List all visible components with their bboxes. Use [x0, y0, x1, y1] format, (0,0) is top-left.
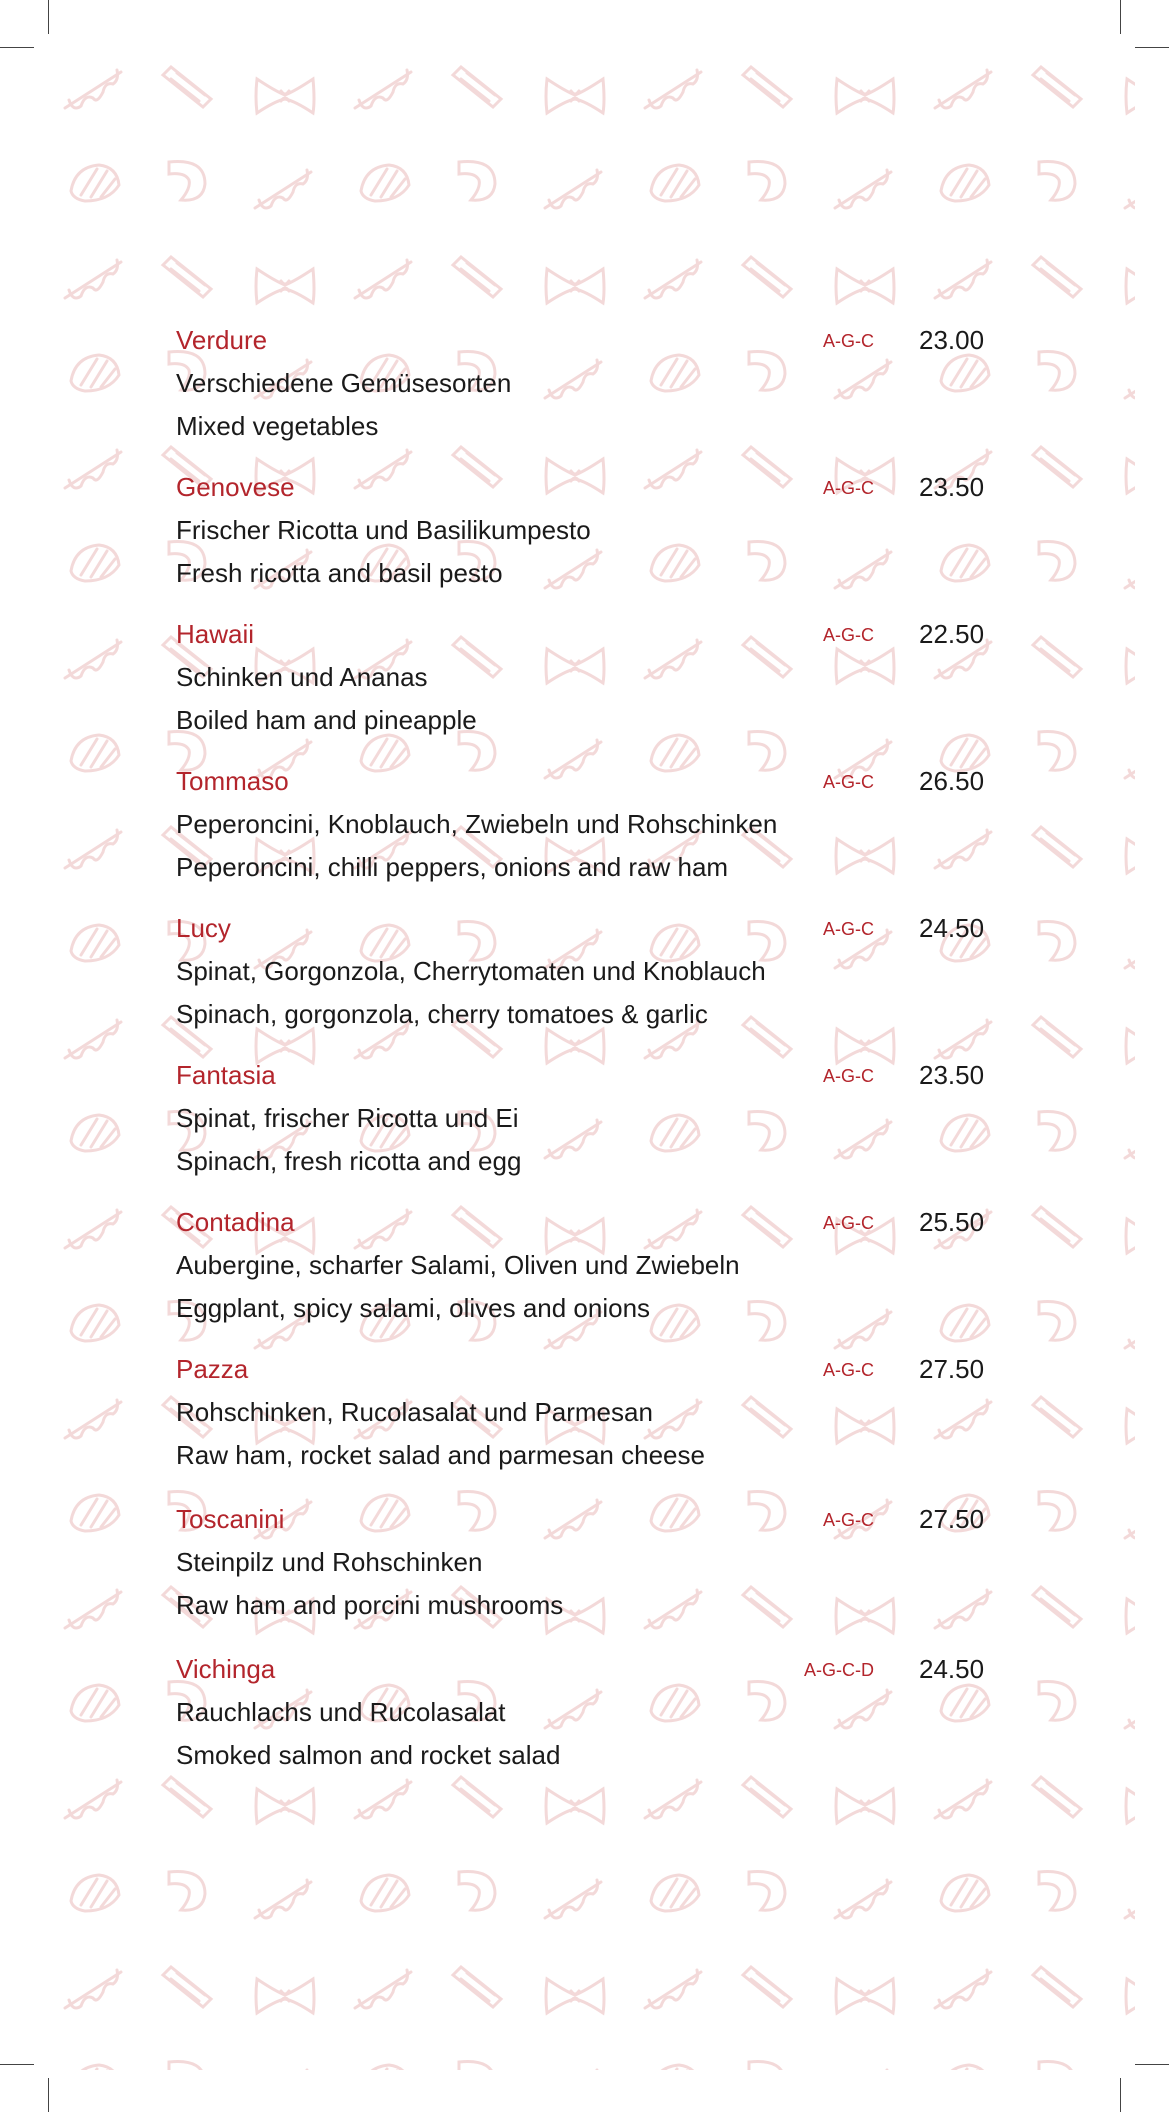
crop-mark-top-right-v	[1120, 0, 1121, 34]
crop-mark-bottom-right-h	[1135, 2064, 1169, 2065]
allergen-codes: A-G-C	[823, 772, 874, 792]
crop-mark-bottom-left-h	[0, 2064, 34, 2065]
dish-name: Pazza	[176, 1354, 249, 1384]
description-german: Frischer Ricotta und Basilikumpesto	[176, 515, 591, 545]
dish-name: Genovese	[176, 472, 295, 502]
allergen-codes: A-G-C	[823, 919, 874, 939]
menu-item	[176, 908, 1016, 1055]
allergen-codes: A-G-C	[823, 1066, 874, 1086]
crop-mark-top-left-h	[0, 47, 34, 48]
description-english: Raw ham and porcini mushrooms	[176, 1590, 564, 1620]
dish-price: 23.50	[919, 472, 985, 502]
allergen-codes: A-G-C-D	[804, 1660, 874, 1680]
description-english: Spinach, gorgonzola, cherry tomatoes & garlic	[176, 999, 708, 1029]
description-german: Aubergine, scharfer Salami, Oliven und Zwiebeln	[176, 1250, 740, 1280]
dish-name: Vichinga	[176, 1654, 276, 1684]
allergen-codes: A-G-C	[823, 1510, 874, 1530]
description-german: Rohschinken, Rucolasalat und Parmesan	[176, 1397, 653, 1427]
crop-mark-top-right-h	[1135, 47, 1169, 48]
description-english: Raw ham, rocket salad and parmesan cheese	[176, 1440, 705, 1470]
description-english: Peperoncini, chilli peppers, onions and raw ham	[176, 852, 729, 882]
description-english: Smoked salmon and rocket salad	[176, 1740, 561, 1770]
dish-price: 27.50	[919, 1354, 985, 1384]
dish-price: 23.50	[919, 1060, 985, 1090]
dish-price: 24.50	[919, 913, 985, 943]
description-german: Peperoncini, Knoblauch, Zwiebeln und Rohschinken	[176, 809, 778, 839]
allergen-codes: A-G-C	[823, 331, 874, 351]
menu-item	[176, 1649, 1016, 1799]
description-english: Spinach, fresh ricotta and egg	[176, 1146, 522, 1176]
dish-name: Toscanini	[176, 1504, 285, 1534]
description-german: Schinken und Ananas	[176, 662, 428, 692]
allergen-codes: A-G-C	[823, 625, 874, 645]
dish-price: 27.50	[919, 1504, 985, 1534]
menu-item	[176, 320, 1016, 467]
crop-mark-top-left-v	[48, 0, 49, 34]
menu-item	[176, 1202, 1016, 1349]
dish-name: Contadina	[176, 1207, 295, 1237]
menu-item	[176, 614, 1016, 761]
allergen-codes: A-G-C	[823, 1360, 874, 1380]
dish-name: Lucy	[176, 913, 231, 943]
dish-name: Hawaii	[176, 619, 255, 649]
dish-name: Verdure	[176, 325, 268, 355]
description-german: Steinpilz und Rohschinken	[176, 1547, 483, 1577]
dish-name: Tommaso	[176, 766, 289, 796]
menu-item	[176, 1499, 1016, 1649]
description-english: Boiled ham and pineapple	[176, 705, 477, 735]
description-german: Verschiedene Gemüsesorten	[176, 368, 512, 398]
pizza-menu-list	[176, 320, 1016, 1799]
menu-item	[176, 1055, 1016, 1202]
menu-item	[176, 761, 1016, 908]
menu-item	[176, 1349, 1016, 1499]
description-german: Spinat, Gorgonzola, Cherrytomaten und Knoblauch	[176, 956, 766, 986]
dish-price: 24.50	[919, 1654, 985, 1684]
description-english: Fresh ricotta and basil pesto	[176, 558, 503, 588]
dish-price: 23.00	[919, 325, 985, 355]
allergen-codes: A-G-C	[823, 478, 874, 498]
description-english: Mixed vegetables	[176, 411, 379, 441]
menu-item	[176, 467, 1016, 614]
crop-mark-bottom-left-v	[48, 2078, 49, 2112]
allergen-codes: A-G-C	[823, 1213, 874, 1233]
dish-name: Fantasia	[176, 1060, 276, 1090]
description-german: Spinat, frischer Ricotta und Ei	[176, 1103, 519, 1133]
dish-price: 22.50	[919, 619, 985, 649]
crop-mark-bottom-right-v	[1120, 2078, 1121, 2112]
dish-price: 25.50	[919, 1207, 985, 1237]
dish-price: 26.50	[919, 766, 985, 796]
description-english: Eggplant, spicy salami, olives and onions	[176, 1293, 651, 1323]
description-german: Rauchlachs und Rucolasalat	[176, 1697, 506, 1727]
